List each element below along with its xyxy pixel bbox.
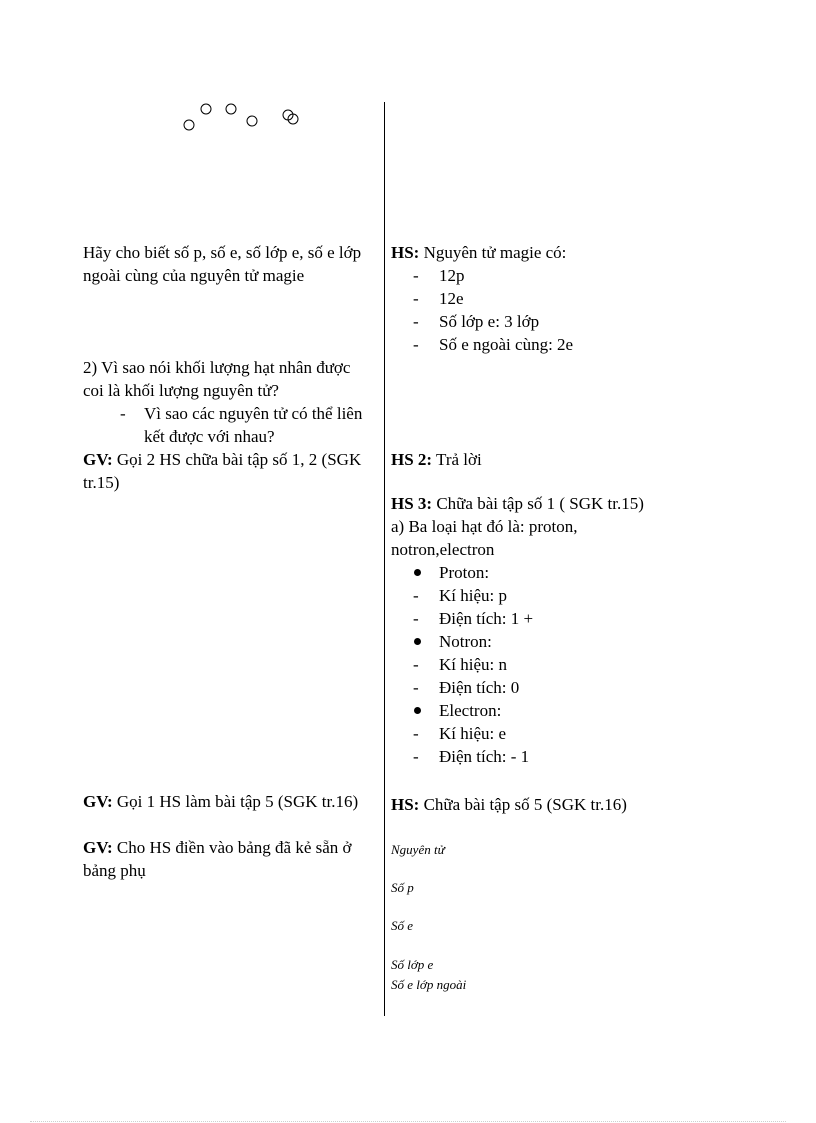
list-item <box>391 722 691 745</box>
hs3-part-a: a) Ba loại hạt đó là: proton, notron,electron <box>391 517 578 559</box>
atom-circles-illustration <box>180 98 310 138</box>
gv-label: GV: <box>83 838 113 857</box>
particle-name: Proton: <box>439 563 490 582</box>
gv-instruction-1 <box>83 448 373 494</box>
list-item <box>391 676 691 699</box>
hs-label: HS 3: <box>391 494 433 513</box>
hs-label: HS: <box>391 795 420 814</box>
particle-symbol: Kí hiệu: e <box>439 724 507 743</box>
hs2-answer <box>391 448 691 471</box>
list-item <box>391 653 691 676</box>
list-item <box>391 310 691 333</box>
gv-text: Gọi 1 HS làm bài tập 5 (SGK tr.16) <box>112 792 359 811</box>
particle-symbol: Kí hiệu: n <box>439 655 507 674</box>
list-item <box>391 333 691 356</box>
fact-text: Số e ngoài cùng: 2e <box>439 335 574 354</box>
gv-label: GV: <box>83 792 113 811</box>
hs4-answer <box>391 793 691 816</box>
gv-instruction-3 <box>83 836 373 882</box>
dash-mark: - <box>413 609 419 628</box>
particle-charge: Điện tích: - 1 <box>439 747 530 766</box>
list-item <box>391 630 691 653</box>
table-label-outer-e: Số e lớp ngoài <box>391 977 467 992</box>
question-2 <box>83 356 373 448</box>
question-2-text: 2) Vì sao nói khối lượng hạt nhân được coi là khối lượng nguyên tử? <box>83 358 351 400</box>
dash-mark: - <box>413 335 419 354</box>
particle-charge: Điện tích: 0 <box>439 678 520 697</box>
dash-mark: - <box>413 678 419 697</box>
list-item <box>391 699 691 722</box>
particles-list <box>391 561 691 768</box>
hs-text: Nguyên tử magie có: <box>419 243 567 262</box>
hs-answer-magie <box>391 241 691 356</box>
bullet-icon <box>414 638 421 645</box>
particle-charge: Điện tích: 1 + <box>439 609 534 628</box>
dash-mark: - <box>120 404 126 423</box>
list-item <box>391 745 691 768</box>
question-2-sublist <box>83 402 373 448</box>
particle-name: Electron: <box>439 701 502 720</box>
magie-facts-list <box>391 264 691 356</box>
hs-label: HS: <box>391 243 420 262</box>
bullet-icon <box>414 707 421 714</box>
list-item <box>391 584 691 607</box>
fact-text: 12p <box>439 266 465 285</box>
list-item <box>391 264 691 287</box>
list-item <box>391 607 691 630</box>
hs-text: Chữa bài tập số 1 ( SGK tr.15) <box>432 494 644 513</box>
table-label-atom: Nguyên tử <box>391 842 445 857</box>
gv-text: Cho HS điền vào bảng đã kẻ sẵn ở bảng phụ <box>83 838 352 880</box>
particle-symbol: Kí hiệu: p <box>439 586 507 605</box>
particle-name: Notron: <box>439 632 492 651</box>
dash-mark: - <box>413 724 419 743</box>
question-magie <box>83 241 373 287</box>
page-bottom-dotted-line <box>30 1121 786 1122</box>
hs3-answer <box>391 492 691 768</box>
list-item <box>391 561 691 584</box>
gv-label: GV: <box>83 450 113 469</box>
bullet-icon <box>414 569 421 576</box>
column-divider <box>384 102 385 1016</box>
gv-text: Gọi 2 HS chữa bài tập số 1, 2 (SGK tr.15) <box>83 450 362 492</box>
list-item <box>391 287 691 310</box>
table-label-shells: Số lớp e <box>391 957 434 972</box>
list-item <box>83 402 373 448</box>
fact-text: Số lớp e: 3 lớp <box>439 312 540 331</box>
dash-mark: - <box>413 655 419 674</box>
gv-instruction-2 <box>83 790 373 813</box>
table-label-p: Số p <box>391 880 414 895</box>
dash-mark: - <box>413 747 419 766</box>
hs-label: HS 2: <box>391 450 433 469</box>
dash-mark: - <box>413 586 419 605</box>
question-magie-text: Hãy cho biết số p, số e, số lớp e, số e lớp ngoài cùng của nguyên tử magie <box>83 243 362 285</box>
dash-mark: - <box>413 312 419 331</box>
dash-mark: - <box>413 266 419 285</box>
hs-text: Trả lời <box>432 450 482 469</box>
table-label-e: Số e <box>391 918 414 933</box>
fact-text: 12e <box>439 289 464 308</box>
dash-mark: - <box>413 289 419 308</box>
question-2-sub-text: Vì sao các nguyên tử có thể liên kết được với nhau? <box>144 404 363 446</box>
hs-text: Chữa bài tập số 5 (SGK tr.16) <box>419 795 627 814</box>
